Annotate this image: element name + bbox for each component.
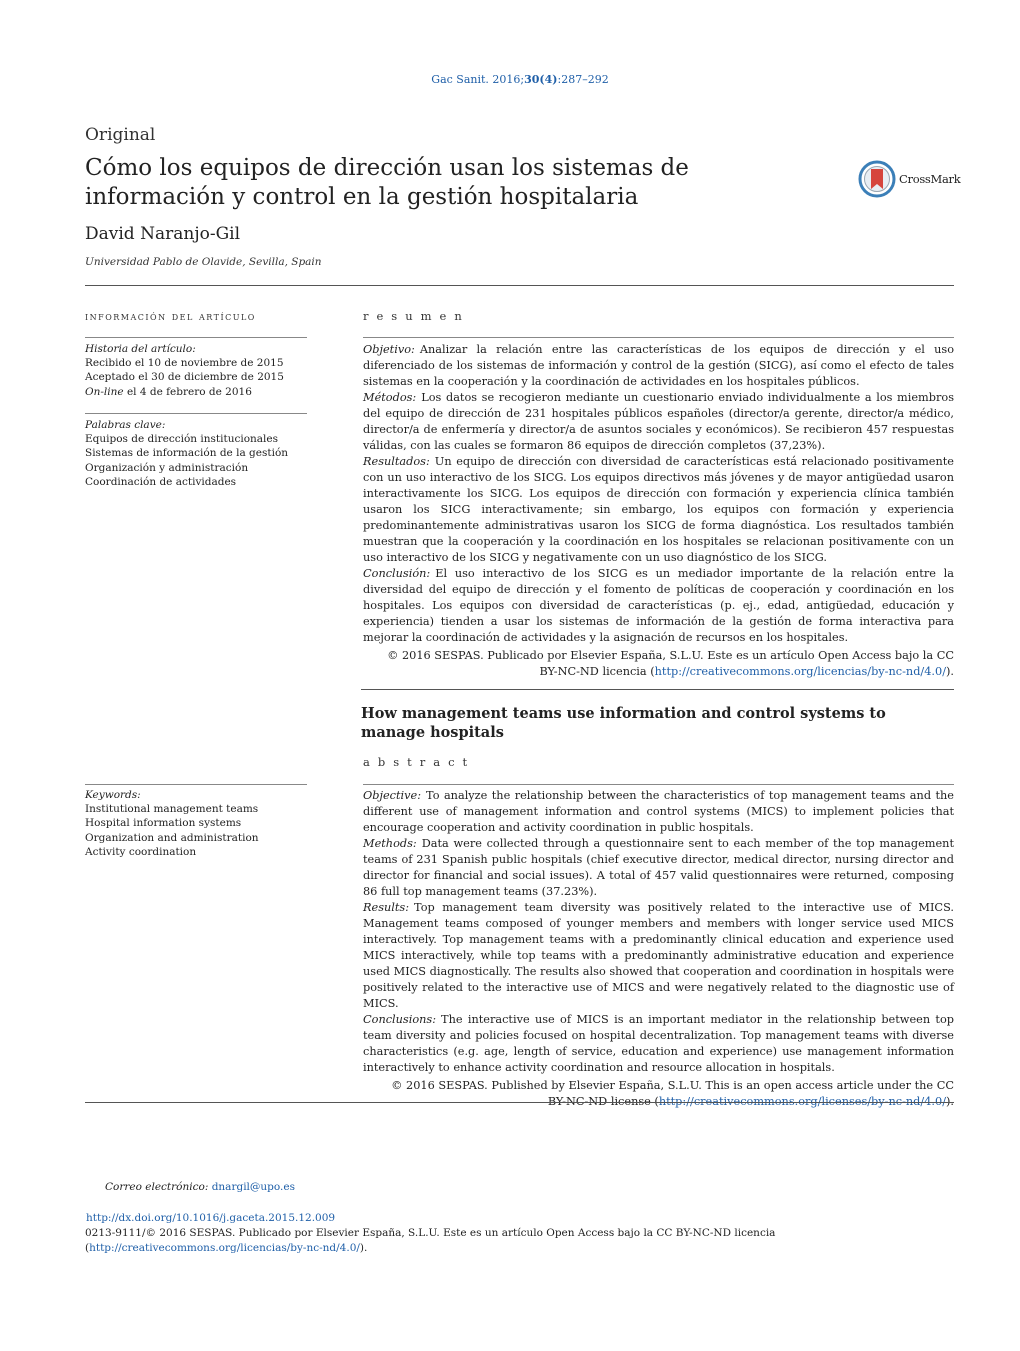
footer-license [85,1226,954,1255]
online-date [85,385,310,399]
keyword-es: Coordinación de actividades [85,475,237,488]
article-title: Cómo los equipos de dirección usan los sistemas de información y control en la gestión hospitalaria [85,155,689,210]
email-label: Correo electrónico: [105,1181,209,1193]
accepted-date: Aceptado el 30 de diciembre de 2015 [85,371,284,384]
header-divider [85,285,954,286]
english-title: How management teams use information and control systems to manage hospitals [361,705,886,741]
crossmark-icon [858,160,896,198]
resumen-objetivo: Objetivo: Analizar la relación entre las características de los equipos de dirección y el uso diferenciado de los sistemas de información y control de la gestión (SICG), así como el efecto de tales sistemas en la cooperación y la coordinación de actividades en los hospitales públicos. [363,343,954,388]
resumen-end-divider [361,689,954,690]
author-affiliation: Universidad Pablo de Olavide, Sevilla, Spain [85,256,322,268]
keywords-en-label: Keywords: [85,789,141,801]
keyword-en: Activity coordination [85,845,197,858]
license-end: ). [359,1241,368,1254]
email-link[interactable]: dnargil@upo.es [211,1181,295,1193]
crossmark-badge[interactable] [858,160,960,198]
keyword-es: Sistemas de información de la gestión [85,447,289,460]
crossmark-label: CrossMark [899,172,961,186]
journal-volume: 30 [524,73,540,86]
resumen-copyright: © 2016 SESPAS. Publicado por Elsevier España, S.L.U. Este es un artículo Open Access bajo la CC BY-NC-ND licencia (http://creativecommons.org/licencias/by-nc-nd/4.0/). [387,649,954,678]
article-info-heading: información del artículo [85,309,256,323]
resumen-metodos: Métodos: Los datos se recogieron mediante un cuestionario enviado individualmente a los miembros del equipo de dirección de 231 hospitales públicos españoles (director/a gerente, director/a médico, director/a de enfermería y director/a de asuntos sociales y económicos). Se recibieron 457 respuestas válidas, con las cuales se formaron 86 equipos de dirección completos (37,23%). [363,391,954,452]
keyword-en: Hospital information systems [85,817,242,830]
keywords-es-block [85,418,310,489]
footer-license-link[interactable]: http://creativecommons.org/licencias/by-nc-nd/4.0/ [89,1241,360,1254]
received-date: Recibido el 10 de noviembre de 2015 [85,357,284,370]
keyword-en: Institutional management teams [85,803,259,816]
abstract-divider [363,784,954,785]
online-rest: el 4 de febrero de 2016 [123,385,252,398]
journal-issue: (4) [539,73,558,86]
history-label: Historia del artículo: [85,343,196,355]
keywords-es-divider [85,413,307,414]
abstract-methods: Methods: Data were collected through a questionnaire sent to each member of the top management teams of 231 Spanish public hospitals (chief executive director, medical director, nursing director and director for financial and social issues). A total of 457 valid questionnaires were returned, composing 86 full top management teams (37.23%). [363,837,954,898]
section-type: Original [85,125,156,145]
footer-doi [86,1212,335,1224]
resumen-resultados: Resultados: Un equipo de dirección con diversidad de características está relacionado positivamente con un uso interactivo de los SICG. Los equipos directivos más jóvenes y de mayor antigüedad usaron interactivamente los SICG. Los equipos de dirección con formación y experiencia clínica también usaron los SICG interactivamente; sin embargo, los equipos con formación y experiencia predominantemente administrativas usaron los SICG de forma diagnóstica. Los resultados también muestran que la cooperación y la coordinación en los hospitales se relacionan positivamente con un uso interactivo de los SICG y negativamente con un uso diagnóstico de los SICG. [363,455,954,564]
resumen-license-link[interactable]: http://creativecommons.org/licencias/by-nc-nd/4.0/ [654,665,946,678]
author-name: David Naranjo-Gil [85,224,241,244]
resumen-conclusion: Conclusión: El uso interactivo de los SICG es un mediador importante de la relación entre la diversidad del equipo de dirección y el fomento de políticas de cooperación y coordinación en los hospitales. Los equipos con diversidad de características (p. ej., edad, antigüedad, educación y experiencia) tienden a usar los sistemas de información de la gestión de forma interactiva para mejorar la coordinación de actividades y la asignación de recursos en los hospitales. [363,567,954,644]
abstract-conclusions: Conclusions: The interactive use of MICS is an important mediator in the relationship between top team diversity and policies focused on hospital decentralization. Top management teams with diverse characteristics (e.g. age, length of service, education and experience) use management information interactively to enhance activity coordination and resource allocation in hospitals. [363,1013,954,1074]
license-text: 0213-9111/© 2016 SESPAS. Publicado por Elsevier España, S.L.U. Este es un artículo Open Access bajo la CC BY-NC-ND licencia ( [85,1227,776,1254]
keywords-es-label: Palabras clave: [85,419,166,431]
doi-link[interactable]: http://dx.doi.org/10.1016/j.gaceta.2015.12.009 [86,1212,336,1224]
abstract-body [363,788,954,1110]
journal-pages: :287–292 [557,73,609,86]
abstract-license-link[interactable]: http://creativecommons.org/licenses/by-nc-nd/4.0/ [658,1095,946,1108]
online-label: On-line [85,385,124,398]
footer-email [105,1181,295,1193]
abstract-copyright: © 2016 SESPAS. Published by Elsevier España, S.L.U. This is an open access article under the CC BY-NC-ND license (http://creativecommons.org/licenses/by-nc-nd/4.0/). [391,1079,954,1108]
journal-reference[interactable] [0,73,1020,86]
resumen-body [363,342,954,680]
article-info-divider [85,337,307,338]
abstract-end-divider [85,1102,954,1103]
journal-ref-prefix: Gac Sanit. 2016; [431,73,525,86]
keywords-en-divider [85,784,307,785]
abstract-results: Results: Top management team diversity was positively related to the interactive use of MICS. Management teams composed of younger members and members with longer service used MICS interactively. Top management teams with a predominantly clinical education and experience used MICS interactively, while top teams with a predominantly administrative education and experience used MICS diagnostically. The results also showed that cooperation and coordination in hospitals were positively related to the interactive use of MICS and were negatively related to the diagnostic use of MICS. [363,901,954,1010]
keyword-en: Organization and administration [85,831,259,844]
keywords-en-block [85,788,310,859]
keyword-es: Organización y administración [85,461,249,474]
resumen-divider [363,337,954,338]
article-history [85,342,310,399]
abstract-objective: Objective: To analyze the relationship between the characteristics of top management teams and the different use of management information and control systems (MICS) to implement policies that encourage cooperation and activity coordination in public hospitals. [363,789,954,834]
keyword-es: Equipos de dirección institucionales [85,433,279,446]
abstract-heading: abstract [363,755,476,769]
resumen-heading: resumen [363,309,470,323]
